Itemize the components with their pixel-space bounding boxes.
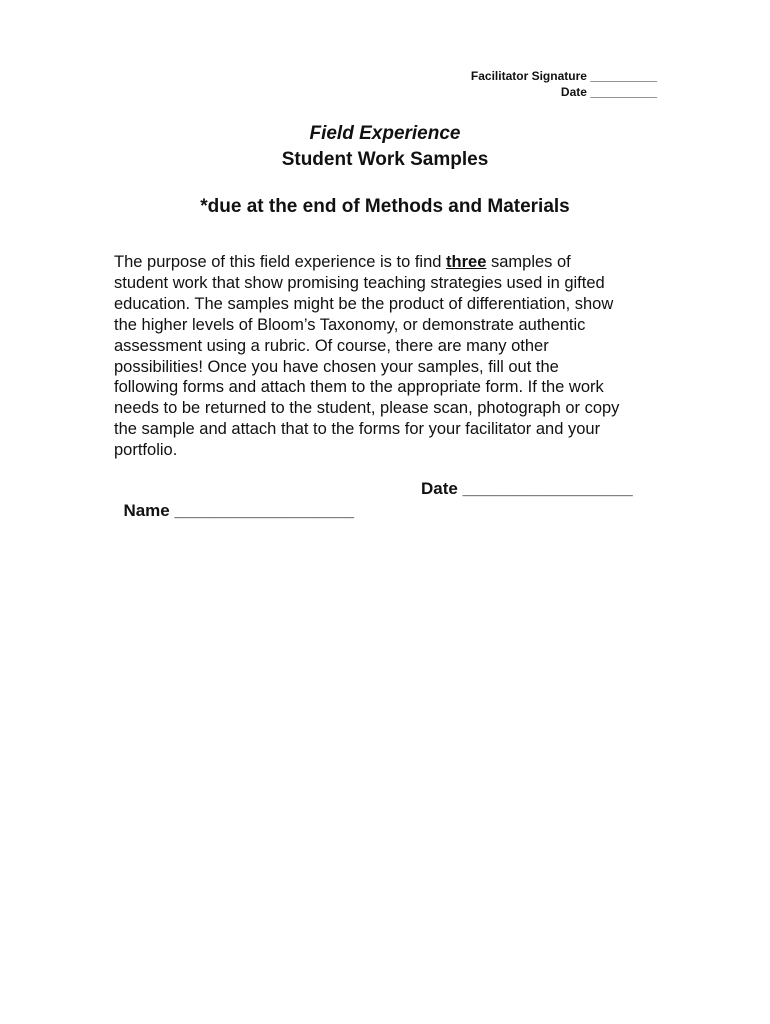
due-note: *due at the end of Methods and Materials	[200, 196, 570, 217]
paragraph-line: portfolio.	[114, 441, 178, 460]
title-student-work-samples: Student Work Samples	[281, 149, 489, 170]
date-field[interactable]: Date __________________	[421, 479, 633, 498]
paragraph-line	[114, 252, 654, 273]
paragraph-line: student work that show promising teaching strategies used in gifted	[114, 273, 605, 292]
paragraph-line: education. The samples might be the product of differentiation, show	[114, 294, 614, 313]
instructions-paragraph	[114, 252, 654, 461]
facilitator-signature-line: Facilitator Signature __________	[470, 69, 657, 83]
paragraph-line: the higher levels of Bloom’s Taxonomy, or demonstrate authentic	[114, 315, 586, 334]
paragraph-line: the sample and attach that to the forms for your facilitator and your	[114, 420, 601, 439]
emphasis-three: three	[446, 253, 487, 271]
facilitator-signature-block	[471, 68, 657, 100]
title-field-experience: Field Experience	[309, 123, 461, 144]
paragraph-line: needs to be returned to the student, please scan, photograph or copy	[114, 399, 620, 418]
document-title	[0, 121, 770, 173]
paragraph-line: possibilities! Once you have chosen your samples, fill out the	[114, 357, 559, 376]
text-segment: samples of	[486, 253, 571, 271]
paragraph-line: assessment using a rubric. Of course, there are many other	[114, 336, 549, 355]
name-field[interactable]: Name ___________________	[123, 501, 355, 520]
name-date-fields	[114, 478, 633, 544]
paragraph-line: following forms and attach them to the appropriate form. If the work	[114, 378, 604, 397]
text-segment: The purpose of this field experience is to find	[114, 253, 447, 271]
signature-date-line: Date __________	[560, 85, 657, 99]
